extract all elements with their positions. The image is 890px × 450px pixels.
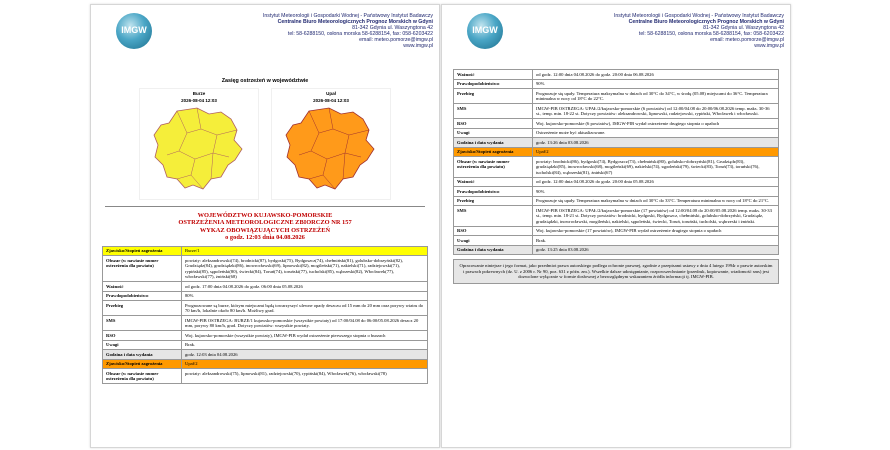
row-label: Przebieg	[103, 301, 182, 316]
warnings-table-page2	[453, 69, 779, 255]
table-row	[454, 206, 779, 227]
page-header	[442, 5, 790, 65]
table-row	[103, 359, 428, 369]
table-row	[454, 177, 779, 187]
row-label: Zjawisko/Stopień zagrożenia	[103, 246, 182, 256]
institute-name: Instytut Meteorologii i Gospodarki Wodnej - Państwowy Instytut Badawczy	[613, 13, 784, 19]
table-row	[103, 340, 428, 350]
logo-text: IMGW	[472, 25, 498, 35]
table-row	[103, 256, 428, 282]
row-value: Woj. kujawsko-pomorskie (17 powiatów), IMGW-PIB wydał ostrzeżenie drugiego stopnia o upałach	[533, 226, 779, 236]
warning-list-heading: WYKAZ OBOWIĄZUJĄCYCH OSTRZEŻEŃ	[199, 226, 331, 234]
row-value: Brak.	[182, 340, 428, 350]
row-value: godz. 13:26 dnia 03.08.2026	[533, 138, 779, 148]
row-label: Uwagi	[103, 340, 182, 350]
table-row	[454, 245, 779, 255]
row-value: od godz. 12:00 dnia 04.08.2026 do godz. 20:00 dnia 06.08.2026	[533, 70, 779, 80]
row-label: Obszar (w nawiasie numer ostrzeżenia dla powiatu)	[103, 369, 182, 384]
table-row	[103, 282, 428, 292]
issue-time: o godz. 12:03 dnia 04.08.2026	[225, 234, 305, 242]
row-label: RSO	[454, 119, 533, 129]
warning-maps	[91, 88, 439, 200]
row-value: Upał/2	[182, 359, 428, 369]
row-label: Zjawisko/Stopień zagrożenia	[454, 147, 533, 157]
row-label: RSO	[454, 226, 533, 236]
row-value: Prognozowane są burze, którym miejscami będą towarzyszyć ulewne opady deszczu od 15 mm do 20 mm oraz porywy wiatru do 70 km/h, lokalnie około 80 km/h. Możliwy grad.	[182, 301, 428, 316]
imgw-logo	[467, 13, 503, 49]
page-header	[91, 5, 439, 65]
phone: tel: 58-6288150, osłona morska 58-6288154, fax: 058-6203422	[287, 31, 433, 38]
row-value: Woj. kujawsko-pomorskie (wszystkie powiaty), IMGW-PIB wydał ostrzeżenie pierwszego stopnia o burzach	[182, 331, 428, 341]
row-label: SMS	[454, 104, 533, 119]
row-value: Woj. kujawsko-pomorskie (6 powiatów), IMGW-PIB wydał ostrzeżenie drugiego stopnia o upałach	[533, 119, 779, 129]
table-row	[103, 369, 428, 384]
row-value: powiaty: aleksandrowski(75), lipnowski(81), radziejowski(70), rypiński(84), Włocławek(76), włocławski(78)	[182, 369, 428, 384]
office-name: Centralne Biuro Meteorologicznych Prognoz Morskich w Gdyni	[628, 19, 784, 26]
row-label: Godzina i data wydania	[454, 138, 533, 148]
website-link[interactable]: www.imgw.pl	[403, 43, 433, 50]
row-value: IMGW-PIB OSTRZEGA: BURZE/1 kujawsko-pomorskie (wszystkie powiaty) od 17:00/04.08 do 06:00/05.08.2026 deszcz 20 mm, porywy 80 km/h, grad. Dotyczy powiatów: wszystkie powiaty.	[182, 316, 428, 331]
row-label: Przebieg	[454, 196, 533, 206]
table-row	[454, 187, 779, 197]
row-value: Burze/1	[182, 246, 428, 256]
email-link[interactable]: email: meteo.pomorze@imgw.pl	[359, 37, 433, 44]
table-row	[103, 316, 428, 331]
table-row	[454, 196, 779, 206]
table-row	[454, 226, 779, 236]
row-label: Obszar (w nawiasie numer ostrzeżenia dla powiatu)	[454, 157, 533, 178]
table-row	[103, 331, 428, 341]
address: 81-342 Gdynia ul. Waszyngtona 42	[703, 25, 784, 32]
row-value: Prognozuje się upały. Temperatura maksymalna w dniach od 30°C do 33°C. Temperatura minimalna w nocy od 18°C do 21°C.	[533, 196, 779, 206]
row-value: 90%	[533, 79, 779, 89]
copyright-footer: Opracowanie niniejsze i jego format, jako przedmiot prawa autorskiego podlega ochronie prawnej, zgodnie z przepisami ustawy z dnia 4 lutego 1994r o prawie autorskim i prawach pokrewnych (dz. U. z 2006 r. Nr 90, poz. 631 z późn. zm.). Wszelkie dalsze udostępnianie, rozpowszechnianie (przedruk, kopiowanie, wiadomość sms) jest dozwolone wyłącznie w formie dosłownej z bezwzględnym wskazaniem źródła informacji tj. IMGW-PIB.	[453, 259, 779, 284]
row-value: od godz. 12:00 dnia 04.08.2026 do godz. 20:00 dnia 05.08.2026	[533, 177, 779, 187]
maps-title: Zasięg ostrzeżeń w województwie	[221, 78, 309, 84]
row-label: Prawdopodobieństwo	[103, 291, 182, 301]
row-value: powiaty: brodnicki(86), bydgoski(74), Bydgoszcz(73), chełmiński(80), golubsko-dobrzyński(81), Grudziądz(83), grudziądzki(85), inowrocławski(68), mogileński(69), nakielski(74), sępoleński(79), świecki(83), Toruń(73), toruński(76), tucholski(84), wąbrzeski(81), żniński(67)	[533, 157, 779, 178]
office-name: Centralne Biuro Meteorologicznych Prognoz Morskich w Gdyni	[277, 19, 433, 26]
row-value: godz. 13:25 dnia 03.08.2026	[533, 245, 779, 255]
storm-map-date: 2026-08-04 12:03	[181, 98, 217, 103]
row-label: SMS	[454, 206, 533, 227]
row-label: Prawdopodobieństwo	[454, 187, 533, 197]
row-value: 80%	[182, 291, 428, 301]
row-label: Godzina i data wydania	[103, 350, 182, 360]
heat-region-shape	[286, 108, 374, 189]
imgw-logo	[116, 13, 152, 49]
row-label: Obszar (w nawiasie numer ostrzeżenia dla powiatu)	[103, 256, 182, 282]
institute-info	[534, 13, 784, 50]
table-row	[103, 246, 428, 256]
table-row	[103, 350, 428, 360]
heat-region-map	[281, 105, 381, 195]
row-label: Ważność	[454, 177, 533, 187]
institute-name: Instytut Meteorologii i Gospodarki Wodnej - Państwowy Instytut Badawczy	[262, 13, 433, 19]
warning-number: OSTRZEŻENIA METEOROLOGICZNE ZBIORCZO NR 157	[178, 219, 352, 227]
table-row	[454, 70, 779, 80]
row-label: Przebieg	[454, 89, 533, 104]
document-page-1	[90, 4, 440, 448]
table-row	[454, 236, 779, 246]
table-row	[103, 301, 428, 316]
storm-region-shape	[154, 108, 242, 189]
table-row	[103, 291, 428, 301]
table-row	[454, 104, 779, 119]
storm-map	[139, 88, 259, 200]
table-row	[454, 157, 779, 178]
table-row	[454, 128, 779, 138]
row-value: Prognozuje się upały. Temperatura maksymalna w dniach od 30°C do 34°C, w środę (05.08) miejscami do 36°C. Temperatura minimalna w nocy od 18°C do 22°C.	[533, 89, 779, 104]
row-label: Prawdopodobieństwo	[454, 79, 533, 89]
row-label: Uwagi	[454, 236, 533, 246]
warning-title	[105, 206, 425, 242]
row-label: RSO	[103, 331, 182, 341]
row-value: od godz. 17:00 dnia 04.08.2026 do godz. 06:00 dnia 05.08.2026	[182, 282, 428, 292]
row-value: Brak.	[533, 236, 779, 246]
storm-map-caption: Burze	[192, 91, 206, 96]
row-value: IMGW-PIB OSTRZEGA: UPAŁ/2/kujawsko-pomorskie (17 powiatów) od 12:00/04.08 do 20:00/05.08.2026 temp. maks. 30-33 st., temp. min. 18-21 st. Dotyczy powiatów: brodnicki, bydgoski, Bydgoszcz, chełmiński, golubsko-dobrzyński, Grudziądz, grudziądzki, inowrocławski, mogileński, nakielski, sępoleński, świecki, Toruń, toruński, tucholski, wąbrzeski i żniński.	[533, 206, 779, 227]
table-row	[454, 79, 779, 89]
website-link[interactable]: www.imgw.pl	[754, 43, 784, 50]
institute-info	[183, 13, 433, 50]
phone: tel: 58-6288150, osłona morska 58-6288154, fax: 058-6203422	[638, 31, 784, 38]
logo-text: IMGW	[121, 25, 147, 35]
row-value: powiaty: aleksandrowski(74), brodnicki(87), bydgoski(75), Bydgoszcz(74), chełmiński(81), golubsko-dobrzyński(82), Grudziądz(84), grudziądzki(86), inowrocławski(69), lipnowski(82), mogileński(71), nakielski(71), radziejowski(71), rypiński(85), sępoleński(80), świecki(84), Toruń(74), toruński(77), tucholski(85), wąbrzeski(82), Włocławek(77), włocławski(77), żniński(68)	[182, 256, 428, 282]
row-label: Zjawisko/Stopień zagrożenia	[103, 359, 182, 369]
row-label: Godzina i data wydania	[454, 245, 533, 255]
row-value: godz. 12:03 dnia 04.08.2026	[182, 350, 428, 360]
table-row	[454, 89, 779, 104]
region-name: WOJEWÓDZTWO KUJAWSKO-POMORSKIE	[197, 212, 333, 219]
table-row	[454, 119, 779, 129]
warnings-table-page1	[102, 246, 428, 385]
row-value: Ostrzeżenie może być aktualizowane.	[533, 128, 779, 138]
table-row	[454, 147, 779, 157]
row-label: Ważność	[454, 70, 533, 80]
row-value: 90%	[533, 187, 779, 197]
storm-region-map	[149, 105, 249, 195]
row-label: Uwagi	[454, 128, 533, 138]
document-page-2	[441, 4, 791, 448]
heat-map-date: 2026-08-04 12:03	[313, 98, 349, 103]
row-label: Ważność	[103, 282, 182, 292]
heat-map-caption: Upał	[326, 91, 336, 96]
address: 81-342 Gdynia ul. Waszyngtona 42	[352, 25, 433, 32]
row-label: SMS	[103, 316, 182, 331]
table-row	[454, 138, 779, 148]
heat-map	[271, 88, 391, 200]
row-value: IMGW-PIB OSTRZEGA: UPAŁ/2/kujawsko-pomorskie (6 powiatów) od 12:00/04.08 do 20:00/06.08.2026 temp. maks. 30-36 st., temp. min. 18-22 st. Dotyczy powiatów: aleksandrowski, lipnowski, radziejowski, rypiński, Włocławek i włocławski.	[533, 104, 779, 119]
row-value: Upał/2	[533, 147, 779, 157]
email-link[interactable]: email: meteo.pomorze@imgw.pl	[710, 37, 784, 44]
